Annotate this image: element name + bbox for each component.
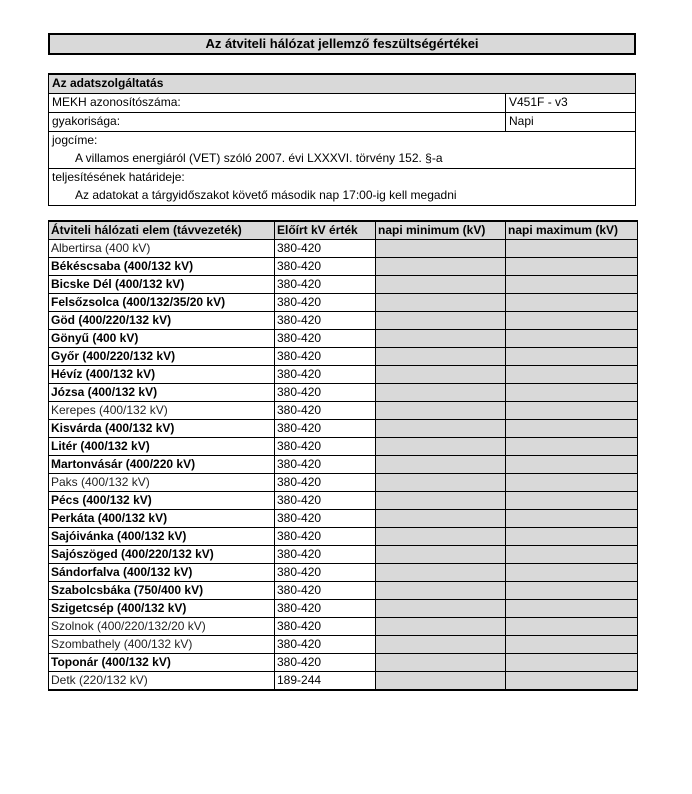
frequency-row	[49, 113, 635, 132]
daily-max-input-cell[interactable]	[506, 402, 638, 420]
table-row	[49, 492, 638, 510]
table-row	[49, 654, 638, 672]
daily-max-input-cell[interactable]	[506, 294, 638, 312]
legal-basis-value: A villamos energiáról (VET) szóló 2007. évi LXXXVI. törvény 152. §-a	[49, 150, 635, 169]
daily-max-input-cell[interactable]	[506, 672, 638, 691]
daily-max-input-cell[interactable]	[506, 420, 638, 438]
daily-min-input-cell[interactable]	[376, 546, 506, 564]
element-name-cell: Felsőzsolca (400/132/35/20 kV)	[49, 294, 275, 312]
element-name-cell: Martonvásár (400/220 kV)	[49, 456, 275, 474]
daily-min-input-cell[interactable]	[376, 582, 506, 600]
table-row	[49, 384, 638, 402]
table-row	[49, 330, 638, 348]
element-name-cell: Szolnok (400/220/132/20 kV)	[49, 618, 275, 636]
daily-max-input-cell[interactable]	[506, 330, 638, 348]
daily-min-input-cell[interactable]	[376, 618, 506, 636]
prescribed-kv-cell: 380-420	[275, 510, 376, 528]
table-row	[49, 348, 638, 366]
table-row	[49, 420, 638, 438]
table-row	[49, 510, 638, 528]
table-row	[49, 276, 638, 294]
daily-max-input-cell[interactable]	[506, 240, 638, 258]
element-name-cell: Győr (400/220/132 kV)	[49, 348, 275, 366]
element-name-cell: Toponár (400/132 kV)	[49, 654, 275, 672]
daily-max-input-cell[interactable]	[506, 492, 638, 510]
daily-max-input-cell[interactable]	[506, 258, 638, 276]
daily-min-input-cell[interactable]	[376, 402, 506, 420]
daily-max-input-cell[interactable]	[506, 348, 638, 366]
prescribed-kv-cell: 380-420	[275, 492, 376, 510]
prescribed-kv-cell: 380-420	[275, 312, 376, 330]
prescribed-kv-cell: 380-420	[275, 456, 376, 474]
table-row	[49, 438, 638, 456]
table-row	[49, 618, 638, 636]
element-name-cell: Detk (220/132 kV)	[49, 672, 275, 691]
element-name-cell: Paks (400/132 kV)	[49, 474, 275, 492]
daily-min-input-cell[interactable]	[376, 564, 506, 582]
daily-min-input-cell[interactable]	[376, 456, 506, 474]
daily-max-input-cell[interactable]	[506, 384, 638, 402]
daily-max-input-cell[interactable]	[506, 474, 638, 492]
daily-min-input-cell[interactable]	[376, 420, 506, 438]
daily-min-input-cell[interactable]	[376, 636, 506, 654]
daily-min-input-cell[interactable]	[376, 366, 506, 384]
table-row	[49, 240, 638, 258]
daily-min-input-cell[interactable]	[376, 312, 506, 330]
prescribed-kv-cell: 380-420	[275, 420, 376, 438]
element-name-cell: Békéscsaba (400/132 kV)	[49, 258, 275, 276]
element-name-cell: Göd (400/220/132 kV)	[49, 312, 275, 330]
daily-max-input-cell[interactable]	[506, 582, 638, 600]
table-row	[49, 600, 638, 618]
prescribed-kv-cell: 380-420	[275, 366, 376, 384]
prescribed-kv-cell: 380-420	[275, 384, 376, 402]
daily-max-input-cell[interactable]	[506, 546, 638, 564]
daily-max-input-cell[interactable]	[506, 456, 638, 474]
info-section-heading: Az adatszolgáltatás	[49, 75, 635, 94]
element-name-cell: Szombathely (400/132 kV)	[49, 636, 275, 654]
daily-max-input-cell[interactable]	[506, 366, 638, 384]
daily-min-input-cell[interactable]	[376, 654, 506, 672]
prescribed-kv-cell: 380-420	[275, 276, 376, 294]
frequency-value: Napi	[505, 113, 634, 131]
daily-max-input-cell[interactable]	[506, 276, 638, 294]
prescribed-kv-cell: 380-420	[275, 654, 376, 672]
daily-min-input-cell[interactable]	[376, 438, 506, 456]
prescribed-kv-cell: 380-420	[275, 564, 376, 582]
prescribed-kv-cell: 380-420	[275, 474, 376, 492]
table-row	[49, 546, 638, 564]
daily-min-input-cell[interactable]	[376, 492, 506, 510]
table-row	[49, 672, 638, 691]
element-name-cell: Kerepes (400/132 kV)	[49, 402, 275, 420]
prescribed-kv-cell: 380-420	[275, 240, 376, 258]
element-name-cell: Sándorfalva (400/132 kV)	[49, 564, 275, 582]
header-prescribed-kv: Előírt kV érték	[275, 221, 376, 240]
daily-min-input-cell[interactable]	[376, 528, 506, 546]
table-header-row	[49, 221, 638, 240]
table-row	[49, 456, 638, 474]
daily-min-input-cell[interactable]	[376, 330, 506, 348]
table-row	[49, 366, 638, 384]
element-name-cell: Szigetcsép (400/132 kV)	[49, 600, 275, 618]
daily-min-input-cell[interactable]	[376, 348, 506, 366]
daily-max-input-cell[interactable]	[506, 654, 638, 672]
mekh-value: V451F - v3	[505, 94, 634, 112]
daily-min-input-cell[interactable]	[376, 294, 506, 312]
daily-min-input-cell[interactable]	[376, 600, 506, 618]
page-title: Az átviteli hálózat jellemző feszültségértékei	[48, 33, 636, 55]
table-row	[49, 528, 638, 546]
table-row	[49, 258, 638, 276]
frequency-label: gyakorisága:	[52, 114, 121, 128]
daily-min-input-cell[interactable]	[376, 672, 506, 691]
mekh-label: MEKH azonosítószáma:	[52, 95, 181, 109]
prescribed-kv-cell: 380-420	[275, 636, 376, 654]
daily-max-input-cell[interactable]	[506, 564, 638, 582]
daily-min-input-cell[interactable]	[376, 510, 506, 528]
element-name-cell: Perkáta (400/132 kV)	[49, 510, 275, 528]
prescribed-kv-cell: 189-244	[275, 672, 376, 691]
legal-basis-label: jogcíme:	[52, 133, 98, 147]
mekh-row	[49, 94, 635, 113]
table-row	[49, 636, 638, 654]
daily-max-input-cell[interactable]	[506, 312, 638, 330]
header-daily-min: napi minimum (kV)	[376, 221, 506, 240]
prescribed-kv-cell: 380-420	[275, 330, 376, 348]
prescribed-kv-cell: 380-420	[275, 294, 376, 312]
deadline-value: Az adatokat a tárgyidőszakot követő második nap 17:00-ig kell megadni	[75, 188, 457, 202]
prescribed-kv-cell: 380-420	[275, 528, 376, 546]
element-name-cell: Litér (400/132 kV)	[49, 438, 275, 456]
element-name-cell: Bicske Dél (400/132 kV)	[49, 276, 275, 294]
prescribed-kv-cell: 380-420	[275, 618, 376, 636]
daily-max-input-cell[interactable]	[506, 528, 638, 546]
info-section	[48, 73, 636, 206]
header-daily-max: napi maximum (kV)	[506, 221, 638, 240]
table-row	[49, 294, 638, 312]
daily-max-input-cell[interactable]	[506, 510, 638, 528]
table-row	[49, 474, 638, 492]
daily-max-input-cell[interactable]	[506, 600, 638, 618]
prescribed-kv-cell: 380-420	[275, 582, 376, 600]
element-name-cell: Józsa (400/132 kV)	[49, 384, 275, 402]
daily-min-input-cell[interactable]	[376, 258, 506, 276]
prescribed-kv-cell: 380-420	[275, 348, 376, 366]
prescribed-kv-cell: 380-420	[275, 438, 376, 456]
element-name-cell: Szabolcsbáka (750/400 kV)	[49, 582, 275, 600]
element-name-cell: Kisvárda (400/132 kV)	[49, 420, 275, 438]
element-name-cell: Sajóivánka (400/132 kV)	[49, 528, 275, 546]
daily-max-input-cell[interactable]	[506, 636, 638, 654]
table-row	[49, 312, 638, 330]
daily-min-input-cell[interactable]	[376, 276, 506, 294]
daily-max-input-cell[interactable]	[506, 438, 638, 456]
daily-min-input-cell[interactable]	[376, 240, 506, 258]
element-name-cell: Sajószöged (400/220/132 kV)	[49, 546, 275, 564]
prescribed-kv-cell: 380-420	[275, 600, 376, 618]
deadline-label: teljesítésének határideje:	[52, 170, 185, 184]
daily-min-input-cell[interactable]	[376, 384, 506, 402]
table-row	[49, 564, 638, 582]
element-name-cell: Gönyű (400 kV)	[49, 330, 275, 348]
element-name-cell: Pécs (400/132 kV)	[49, 492, 275, 510]
element-name-cell: Hévíz (400/132 kV)	[49, 366, 275, 384]
element-name-cell: Albertirsa (400 kV)	[49, 240, 275, 258]
table-row	[49, 402, 638, 420]
voltage-table	[48, 220, 638, 691]
prescribed-kv-cell: 380-420	[275, 258, 376, 276]
prescribed-kv-cell: 380-420	[275, 546, 376, 564]
prescribed-kv-cell: 380-420	[275, 402, 376, 420]
table-row	[49, 582, 638, 600]
daily-max-input-cell[interactable]	[506, 618, 638, 636]
daily-min-input-cell[interactable]	[376, 474, 506, 492]
header-element: Átviteli hálózati elem (távvezeték)	[49, 221, 275, 240]
